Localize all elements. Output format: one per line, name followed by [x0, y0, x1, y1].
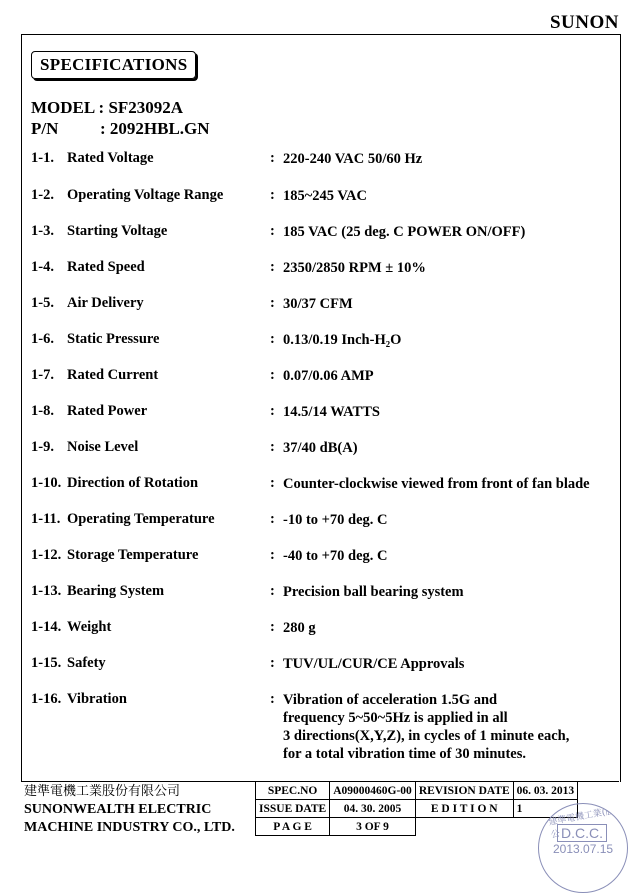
- spec-item-value-line: TUV/UL/CUR/CE Approvals: [283, 656, 465, 672]
- spec-item-value: [283, 655, 464, 673]
- spec-item-value-line: 37/40 dB(A): [283, 440, 358, 456]
- spec-item-number: 1-10.: [31, 475, 62, 491]
- stamp-dcc: D.C.C.: [557, 824, 607, 842]
- spec-item-value: [283, 187, 367, 205]
- spec-item-value-line: for a total vibration time of 30 minutes.: [283, 746, 526, 762]
- stamp-date: 2013.07.15: [553, 842, 614, 856]
- spec-item-value-line: 0.07/0.06 AMP: [283, 368, 374, 384]
- spec-item-colon: :: [270, 475, 275, 491]
- spec-item-colon: :: [270, 619, 275, 635]
- dcc-stamp: [538, 803, 628, 893]
- spec-item-name: Rated Speed: [67, 259, 145, 275]
- spec-item-value: [283, 259, 426, 277]
- spec-item-colon: :: [270, 187, 275, 203]
- spec-item-name: Weight: [67, 619, 112, 635]
- edition-label: E D I T I O N: [415, 800, 513, 818]
- spec-item-colon: :: [270, 403, 275, 419]
- spec-item-colon: :: [270, 259, 275, 275]
- spec-item-value-line: 14.5/14 WATTS: [283, 404, 380, 420]
- spec-item-colon: :: [270, 583, 275, 599]
- spec-item-colon: :: [270, 150, 275, 166]
- spec-item-value: [283, 547, 388, 565]
- spec-item-number: 1-7.: [31, 367, 54, 383]
- spec-item-name: Rated Power: [67, 403, 148, 419]
- spec-item-number: 1-3.: [31, 223, 54, 239]
- pn-label: P/N: [31, 119, 59, 138]
- spec-item-colon: :: [270, 367, 275, 383]
- spec-item-value: [283, 295, 353, 313]
- spec-item-name: Noise Level: [67, 439, 139, 455]
- spec-item-number: 1-15.: [31, 655, 62, 671]
- spec-item-name: Vibration: [67, 691, 127, 707]
- spec-item-number: 1-12.: [31, 547, 62, 563]
- spec-item-value-line: 30/37 CFM: [283, 296, 353, 312]
- brand-logo: SUNON: [549, 12, 619, 33]
- spec-item-name: Static Pressure: [67, 331, 160, 347]
- spec-item-value: [283, 331, 401, 349]
- spec-item-number: 1-16.: [31, 691, 62, 707]
- spec-item-name: Operating Temperature: [67, 511, 215, 527]
- company-name: [24, 783, 235, 837]
- revision-date-label: REVISION DATE: [415, 782, 513, 800]
- company-line1: SUNONWEALTH ELECTRIC: [24, 802, 212, 817]
- spec-item-value: [283, 150, 422, 168]
- spec-item-value-line: Precision ball bearing system: [283, 584, 464, 600]
- spec-item-number: 1-13.: [31, 583, 62, 599]
- issue-date-value: 04. 30. 2005: [330, 800, 416, 818]
- spec-item-name: Air Delivery: [67, 295, 144, 311]
- spec-item-colon: :: [270, 691, 275, 707]
- company-line2: MACHINE INDUSTRY CO., LTD.: [24, 820, 235, 835]
- spec-item-value-line: 185~245 VAC: [283, 188, 367, 204]
- spec-item-name: Starting Voltage: [67, 223, 168, 239]
- spec-item-value-line: 2350/2850 RPM ± 10%: [283, 260, 426, 276]
- edition-value: 1: [513, 800, 578, 818]
- revision-date-value: 06. 03. 2013: [513, 782, 578, 800]
- model-value: SF23092A: [108, 98, 184, 117]
- spec-item-name: Bearing System: [67, 583, 165, 599]
- spec-item-name: Safety: [67, 655, 106, 671]
- spec-item-name: Rated Current: [67, 367, 159, 383]
- spec-item-colon: :: [270, 547, 275, 563]
- spec-item-number: 1-14.: [31, 619, 62, 635]
- spec-item-value-line: Vibration of acceleration 1.5G and: [283, 692, 498, 708]
- pn-line: [31, 118, 210, 139]
- spec-item-number: 1-1.: [31, 150, 54, 166]
- spec-item-value: [283, 583, 464, 601]
- page-label: P A G E: [256, 818, 330, 836]
- spec-item-number: 1-4.: [31, 259, 54, 275]
- spec-item-colon: :: [270, 511, 275, 527]
- spec-item-value-line: 3 directions(X,Y,Z), in cycles of 1 minute each,: [283, 728, 570, 744]
- spec-item-name: Operating Voltage Range: [67, 187, 224, 203]
- spec-item-value-line: 185 VAC (25 deg. C POWER ON/OFF): [283, 224, 526, 240]
- spec-item-value-line: 280 g: [283, 620, 316, 636]
- spec-item-colon: :: [270, 439, 275, 455]
- spec-item-value: [283, 475, 590, 493]
- spec-item-number: 1-9.: [31, 439, 54, 455]
- issue-date-label: ISSUE DATE: [256, 800, 330, 818]
- page-value: 3 OF 9: [330, 818, 416, 836]
- spec-item-value-line: frequency 5~50~5Hz is applied in all: [283, 710, 508, 726]
- footer: [21, 781, 619, 838]
- spec-item-number: 1-5.: [31, 295, 54, 311]
- stamp-ring-text: 建準電機工業(股)公: [547, 805, 619, 841]
- spec-item-number: 1-2.: [31, 187, 54, 203]
- spec-item-number: 1-6.: [31, 331, 54, 347]
- spec-item-colon: :: [270, 655, 275, 671]
- spec-item-value: [283, 691, 569, 763]
- spec-item-name: Storage Temperature: [67, 547, 199, 563]
- spec-item-value: [283, 403, 380, 421]
- spec-item-name: Direction of Rotation: [67, 475, 199, 491]
- section-title: SPECIFICATIONS: [31, 51, 196, 79]
- model-label: MODEL :: [31, 98, 109, 117]
- spec-item-value-line: Counter-clockwise viewed from front of fan blade: [283, 476, 590, 492]
- spec-item-colon: :: [270, 331, 275, 347]
- spec-item-value-line: 0.13/0.19 Inch-H₂O: [283, 332, 402, 348]
- spec-item-value-line: -40 to +70 deg. C: [283, 548, 388, 564]
- spec-item-colon: :: [270, 295, 275, 311]
- company-chinese: 建準電機工業股份有限公司: [24, 784, 181, 799]
- spec-item-colon: :: [270, 223, 275, 239]
- spec-item-value: [283, 439, 358, 457]
- spec-item-value: [283, 511, 388, 529]
- spec-no-label: SPEC.NO: [256, 782, 330, 800]
- spec-item-number: 1-11.: [31, 511, 61, 527]
- model-block: [31, 97, 210, 139]
- model-line: [31, 97, 210, 118]
- doc-info-table: [255, 781, 578, 836]
- spec-no-value: A09000460G-00: [330, 782, 416, 800]
- spec-item-value: [283, 223, 525, 241]
- spec-item-value-line: -10 to +70 deg. C: [283, 512, 388, 528]
- spec-item-number: 1-8.: [31, 403, 54, 419]
- spec-item-value-line: 220-240 VAC 50/60 Hz: [283, 151, 423, 167]
- spec-item-value: [283, 367, 374, 385]
- spec-item-name: Rated Voltage: [67, 150, 154, 166]
- spec-item-value: [283, 619, 316, 637]
- pn-value: : 2092HBL.GN: [100, 119, 210, 138]
